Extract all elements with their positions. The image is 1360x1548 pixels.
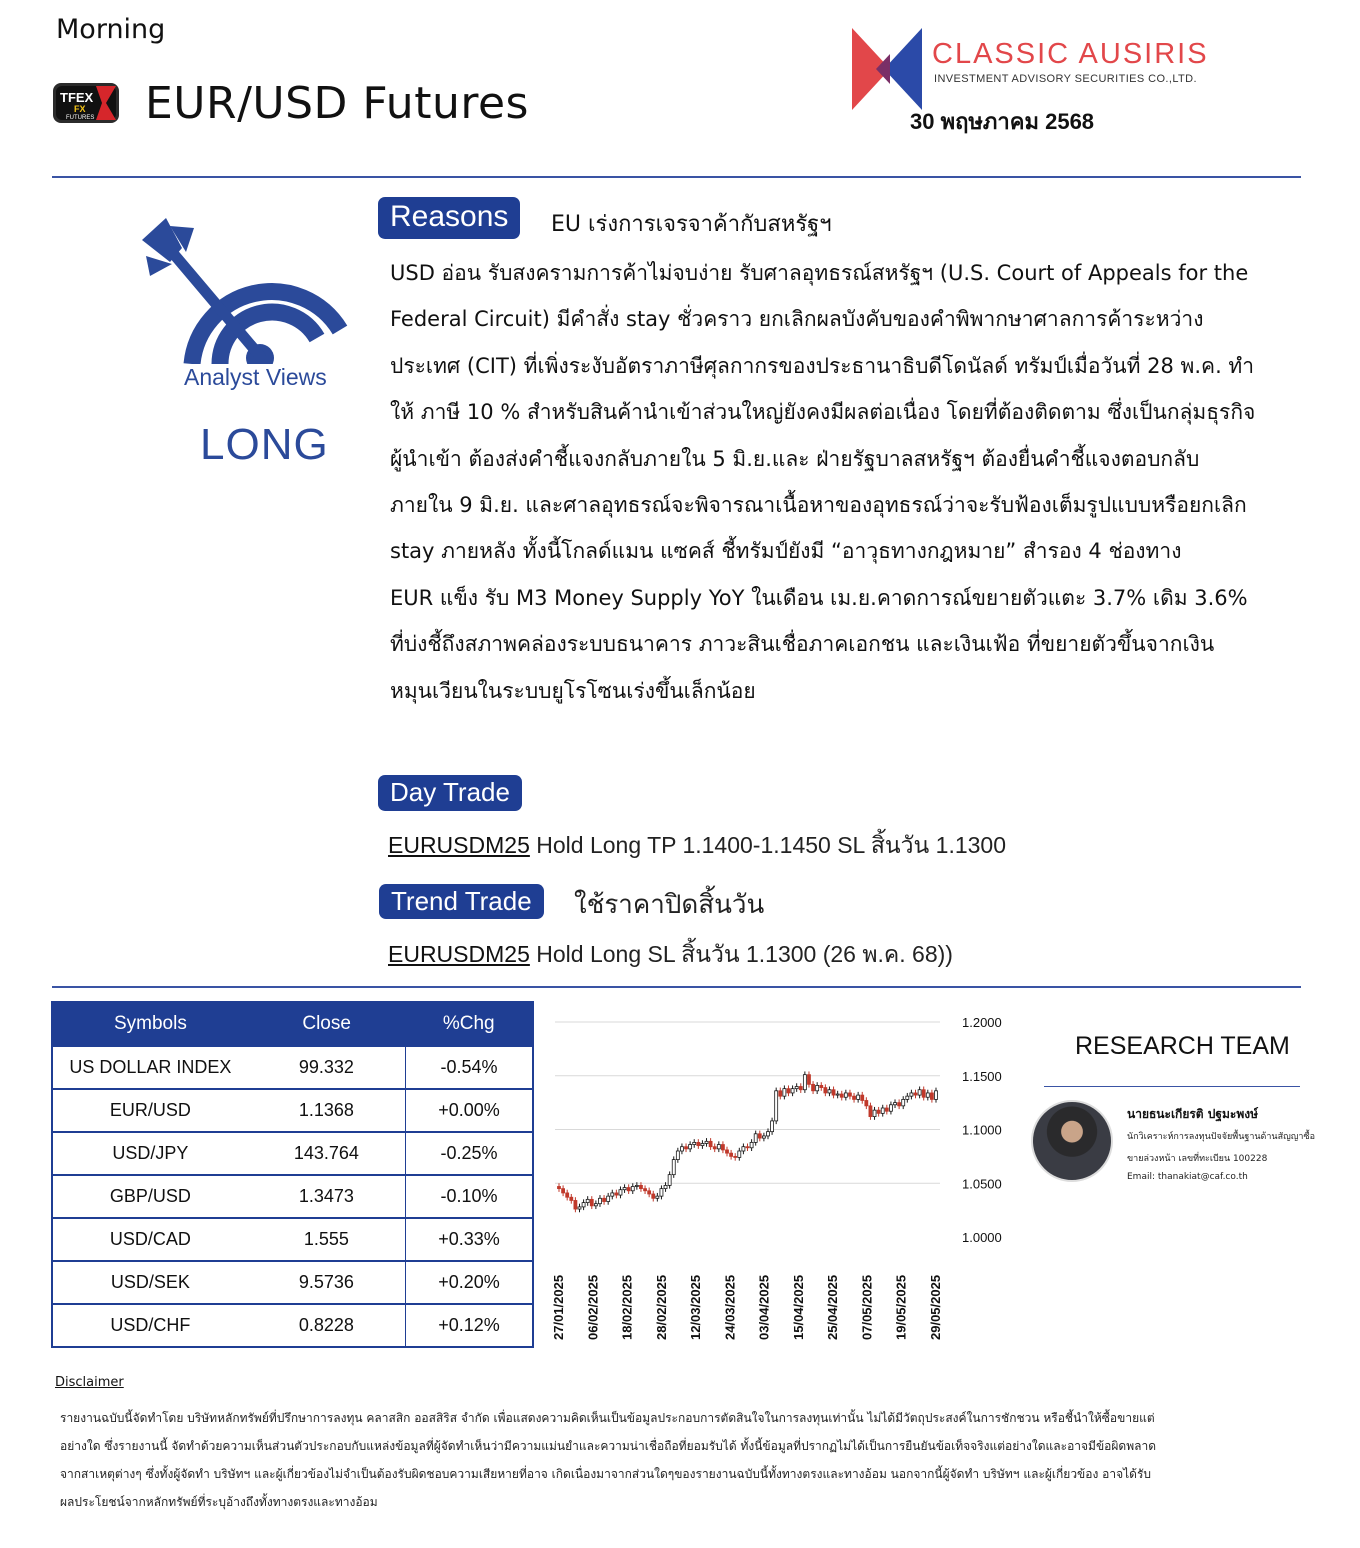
symbol-cell: USD/JPY <box>52 1132 248 1175</box>
candle-body <box>799 1087 802 1090</box>
candle-body <box>750 1142 753 1147</box>
x-tick-label: 27/01/2025 <box>551 1274 566 1340</box>
reasons-line: ให้ ภาษี 10 % สำหรับสินค้านำเข้าส่วนใหญ่ยังคงมีผลต่อเนื่อง โดยที่ต้องติดตาม ซึ่งเป็นกลุ่มธุรกิจ <box>390 400 1256 425</box>
chg-cell: -0.10% <box>405 1175 533 1218</box>
candle-body <box>607 1196 610 1201</box>
reasons-line: USD อ่อน รับสงครามการค้าไม่จบง่าย รับศาลอุทธรณ์สหรัฐฯ (U.S. Court of Appeals for the <box>390 261 1249 285</box>
candle-body <box>918 1090 921 1095</box>
candle-body <box>848 1093 851 1096</box>
chg-cell: +0.12% <box>405 1304 533 1347</box>
candle-body <box>619 1190 622 1195</box>
candle-body <box>922 1090 925 1098</box>
candle-body <box>701 1143 704 1145</box>
reasons-line: ผู้นำเข้า ต้องส่งคำชี้แจงกลับภายใน 5 มิ.ย.และ ฝ่ายรัฐบาลสหรัฐฯ ต้องยื่นคำชี้แจงตอบกลับ <box>390 446 1200 471</box>
candle-body <box>574 1200 577 1209</box>
reasons-line: ที่บ่งชี้ถึงสภาพคล่องระบบธนาคาร ภาวะสินเชื่อภาคเอกชน และเงินเฟ้อ ที่ขยายตัวขึ้นจากเงิน <box>390 632 1215 657</box>
candle-body <box>631 1186 634 1190</box>
reasons-line: EUR แข็ง รับ M3 Money Supply YoY ในเดือน เม.ย.คาดการณ์ขยายตัวแตะ 3.7% เดิม 3.6% <box>390 585 1248 610</box>
candle-body <box>746 1147 749 1148</box>
table-header-row <box>52 1002 533 1046</box>
candle-body <box>881 1108 884 1113</box>
analyst-license: ขายล่วงหน้า เลขที่ทะเบียน 100228 <box>1127 1154 1268 1164</box>
candle-body <box>713 1147 716 1149</box>
candle-body <box>635 1185 638 1186</box>
candle-body <box>787 1089 790 1093</box>
y-tick-label: 1.2000 <box>962 1015 1002 1030</box>
candle-body <box>898 1103 901 1106</box>
disclaimer-line: อย่างใด ซึ่งรายงานนี้ จัดทำด้วยความเห็นส่วนตัวประกอบกับแหล่งข้อมูลที่ผู้จัดทำเห็นว่ามีความแม่นยำและความน่าเชื่อถือที่ยอมรับได้ ทั้งนี้ข้อมูลที่ปรากฏไม่ได้เป็นการยืนยันข้อเท็จจริงแต่อย่างใดและอาจมีข้อผิดพลาด <box>60 1439 1156 1453</box>
candle-body <box>828 1090 831 1093</box>
candle-body <box>726 1150 729 1153</box>
candle-body <box>656 1196 659 1198</box>
brand-subtitle: INVESTMENT ADVISORY SECURITIES CO.,LTD. <box>934 73 1197 85</box>
chg-cell: +0.20% <box>405 1261 533 1304</box>
candle-body <box>709 1141 712 1146</box>
candle-body <box>615 1193 618 1195</box>
svg-text:FX: FX <box>74 104 86 114</box>
reasons-line: Federal Circuit) มีคำสั่ง stay ชั่วคราว ยกเลิกผลบังคับของคำพิพากษาศาลการค้าระหว่าง <box>390 307 1204 332</box>
day-trade-recommendation <box>388 828 1006 864</box>
symbol-cell: EUR/USD <box>52 1089 248 1132</box>
candle-body <box>689 1145 692 1149</box>
candle-body <box>697 1142 700 1145</box>
x-tick-label: 06/02/2025 <box>585 1274 601 1340</box>
eurusd-price-chart <box>540 1000 1020 1350</box>
x-tick-label: 24/03/2025 <box>722 1274 738 1340</box>
candle-body <box>771 1121 774 1132</box>
candle-body <box>676 1151 679 1160</box>
disclaimer-line: จากสาเหตุต่างๆ ซึ่งทั้งผู้จัดทำ บริษัทฯ และผู้เกี่ยวข้องไม่จำเป็นต้องรับผิดชอบความเสียหายที่อาจ เกิดเนื่องมาจากส่วนใดๆของรายงานฉบับนี้ทั้งทางตรงและทางอ้อม นอกจากนี้ผู้จัดทำ บริษัทฯ และผู้เกี่ยวข้อง อาจได้รับ <box>60 1467 1152 1481</box>
symbol-cell: USD/CAD <box>52 1218 248 1261</box>
reasons-line: หมุนเวียนในระบบยูโรโซนเร่งขึ้นเล็กน้อย <box>390 678 756 703</box>
symbol-cell: US DOLLAR INDEX <box>52 1046 248 1089</box>
x-tick-label: 19/05/2025 <box>893 1274 909 1340</box>
candle-body <box>730 1153 733 1156</box>
analyst-view-value: LONG <box>200 420 329 469</box>
candle-body <box>910 1093 913 1096</box>
trend-trade-note: ใช้ราคาปิดสิ้นวัน <box>574 889 765 919</box>
candle-body <box>816 1085 819 1090</box>
candle-body <box>594 1204 597 1206</box>
candle-body <box>803 1075 806 1090</box>
analyst-email: Email: thanakiat@caf.co.th <box>1127 1172 1248 1182</box>
classic-ausiris-logo-mark <box>852 28 922 110</box>
x-tick-label: 29/05/2025 <box>928 1274 943 1340</box>
candle-body <box>611 1193 614 1196</box>
y-tick-label: 1.0500 <box>962 1176 1002 1192</box>
report-date: 30 พฤษภาคม 2568 <box>910 109 1095 134</box>
reasons-body <box>390 250 1310 714</box>
close-cell: 1.555 <box>248 1218 406 1261</box>
symbol-cell: GBP/USD <box>52 1175 248 1218</box>
day-trade-symbol: EURUSDM25 <box>388 832 530 858</box>
candle-body <box>861 1095 864 1100</box>
close-cell: 143.764 <box>248 1132 406 1175</box>
trend-trade-symbol: EURUSDM25 <box>388 941 530 967</box>
candle-body <box>582 1203 585 1207</box>
candle-body <box>562 1189 565 1193</box>
candle-body <box>869 1106 872 1117</box>
close-cell: 9.5736 <box>248 1261 406 1304</box>
symbol-cell: USD/CHF <box>52 1304 248 1347</box>
disclaimer-title: Disclaimer <box>55 1375 124 1390</box>
x-tick-label: 15/04/2025 <box>790 1274 806 1340</box>
chg-cell: +0.33% <box>405 1218 533 1261</box>
analyst-name: นายธนะเกียรติ ปฐมะพงษ์ <box>1127 1107 1259 1121</box>
candle-body <box>853 1096 856 1099</box>
disclaimer-body <box>60 1404 1290 1516</box>
candle-body <box>680 1147 683 1151</box>
candle-body <box>889 1105 892 1111</box>
candle-body <box>885 1108 888 1111</box>
research-team-title: RESEARCH TEAM <box>1075 1032 1290 1060</box>
trend-trade-detail: Hold Long SL สิ้นวัน 1.1300 (26 พ.ค. 68)) <box>529 941 953 967</box>
candle-body <box>775 1091 778 1121</box>
candle-body <box>639 1185 642 1188</box>
candle-body <box>783 1089 786 1097</box>
section-divider <box>52 986 1301 988</box>
y-tick-label: 1.0000 <box>962 1230 1002 1245</box>
candle-body <box>742 1147 745 1151</box>
candle-body <box>672 1160 675 1175</box>
candle-body <box>766 1132 769 1136</box>
candle-body <box>779 1091 782 1096</box>
close-cell: 0.8228 <box>248 1304 406 1347</box>
candle-body <box>693 1142 696 1144</box>
candle-body <box>623 1188 626 1190</box>
reasons-badge: Reasons <box>378 197 520 239</box>
y-tick-label: 1.1000 <box>962 1122 1002 1138</box>
chg-cell: -0.25% <box>405 1132 533 1175</box>
day-trade-detail: Hold Long TP 1.1400-1.1450 SL สิ้นวัน 1.1300 <box>529 832 1007 858</box>
table-row <box>52 1046 533 1089</box>
reasons-line: stay ภายหลัง ทั้งนี้โกลด์แมน แซคส์ ชี้ทรัมป์ยังมี “อาวุธทางกฎหมาย” สำรอง 4 ช่องทาง <box>390 539 1182 564</box>
candle-body <box>558 1186 561 1188</box>
brand-name: CLASSIC AUSIRIS <box>932 38 1209 70</box>
day-trade-badge: Day Trade <box>378 775 522 811</box>
trend-trade-badge: Trend Trade <box>379 884 544 919</box>
table-row <box>52 1089 533 1132</box>
svg-text:TFEX: TFEX <box>60 90 94 105</box>
x-tick-label: 07/05/2025 <box>859 1274 875 1340</box>
candle-body <box>566 1193 569 1197</box>
x-tick-label: 12/03/2025 <box>688 1274 704 1340</box>
candle-body <box>914 1093 917 1095</box>
candle-body <box>935 1091 938 1100</box>
candle-body <box>820 1085 823 1087</box>
candle-body <box>873 1110 876 1116</box>
tfex-futures-logo <box>52 80 120 126</box>
candle-body <box>660 1189 663 1197</box>
candle-body <box>598 1198 601 1203</box>
table-row <box>52 1175 533 1218</box>
symbol-cell: USD/SEK <box>52 1261 248 1304</box>
table-row <box>52 1261 533 1304</box>
candle-body <box>570 1197 573 1200</box>
candle-body <box>578 1207 581 1209</box>
candle-body <box>586 1199 589 1202</box>
close-cell: 1.3473 <box>248 1175 406 1218</box>
candle-body <box>664 1185 667 1188</box>
candle-body <box>902 1099 905 1105</box>
table-row <box>52 1132 533 1175</box>
candle-body <box>652 1194 655 1198</box>
x-tick-label: 18/02/2025 <box>619 1274 635 1340</box>
header-close: Close <box>248 1002 406 1046</box>
page-title: EUR/USD Futures <box>145 78 529 129</box>
candle-body <box>590 1199 593 1205</box>
candle-body <box>648 1191 651 1194</box>
candle-body <box>906 1096 909 1099</box>
candle-body <box>812 1084 815 1090</box>
chg-cell: +0.00% <box>405 1089 533 1132</box>
header-symbols: Symbols <box>52 1002 248 1046</box>
candle-body <box>824 1088 827 1093</box>
candle-body <box>717 1145 720 1149</box>
x-tick-label: 28/02/2025 <box>653 1274 669 1340</box>
candle-body <box>930 1093 933 1099</box>
candle-body <box>754 1134 757 1143</box>
candle-body <box>603 1198 606 1201</box>
candle-body <box>738 1151 741 1157</box>
candle-body <box>791 1089 794 1093</box>
candle-body <box>877 1110 880 1113</box>
x-tick-label: 25/04/2025 <box>825 1274 841 1340</box>
candle-body <box>734 1156 737 1157</box>
disclaimer-line: ผลประโยชน์จากหลักทรัพย์ที่ระบุอ้างถึงทั้งทางตรงและทางอ้อม <box>60 1495 378 1509</box>
close-cell: 99.332 <box>248 1046 406 1089</box>
analyst-position: นักวิเคราะห์การลงทุนปัจจัยพื้นฐานด้านสัญญาซื้อ <box>1127 1132 1315 1142</box>
header-divider <box>52 176 1301 178</box>
table-row <box>52 1218 533 1261</box>
analyst-avatar <box>1031 1100 1113 1182</box>
candle-body <box>840 1094 843 1097</box>
candle-body <box>865 1100 868 1105</box>
reasons-line: ภายใน 9 มิ.ย. และศาลอุทธรณ์จะพิจารณาเนื้อหาของอุทธรณ์ว่าจะรับฟ้องเต็มรูปแบบหรือยกเลิก <box>390 492 1247 517</box>
candle-body <box>685 1147 688 1149</box>
candle-body <box>762 1136 765 1138</box>
candle-body <box>668 1175 671 1186</box>
analyst-views-label: Analyst Views <box>184 364 327 390</box>
close-cell: 1.1368 <box>248 1089 406 1132</box>
candle-body <box>844 1093 847 1097</box>
candle-body <box>644 1189 647 1191</box>
candle-body <box>627 1188 630 1191</box>
table-row <box>52 1304 533 1347</box>
svg-text:FUTURES: FUTURES <box>66 115 95 121</box>
candle-body <box>857 1095 860 1099</box>
candle-body <box>705 1141 708 1143</box>
x-tick-label: 03/04/2025 <box>756 1274 772 1340</box>
chg-cell: -0.54% <box>405 1046 533 1089</box>
reasons-heading: EU เร่งการเจรจาค้ากับสหรัฐฯ <box>551 212 832 237</box>
reasons-line: ประเทศ (CIT) ที่เพิ่งระงับอัตราภาษีศุลกากรของประธานาธิบดีโดนัลด์ ทรัมป์เมื่อวันที่ 28 พ.ค. ทำ <box>390 353 1255 378</box>
candle-body <box>795 1087 798 1089</box>
disclaimer-line: รายงานฉบับนี้จัดทำโดย บริษัทหลักทรัพย์ที่ปรึกษาการลงทุน คลาสสิก ออสสิริส จำกัด เพื่อแสดงความคิดเห็นเป็นข้อมูลประกอบการตัดสินใจในการลงทุนเท่านั้น ไม่ได้มีวัตถุประสงค์ในการชักชวน หรือชี้นำให้ซื้อขายแต่ <box>60 1411 1155 1425</box>
target-arrow-icon <box>142 218 348 364</box>
candle-body <box>836 1094 839 1095</box>
trend-trade-recommendation <box>388 937 953 973</box>
quote-table <box>51 1001 534 1348</box>
research-team-divider <box>1044 1086 1300 1087</box>
header-chg: %Chg <box>405 1002 533 1046</box>
edition-label: Morning <box>56 14 166 45</box>
candle-body <box>721 1145 724 1150</box>
candle-body <box>832 1090 835 1095</box>
candle-body <box>758 1134 761 1138</box>
candle-body <box>894 1103 897 1105</box>
candle-body <box>926 1093 929 1097</box>
y-tick-label: 1.1500 <box>962 1068 1002 1084</box>
candle-body <box>807 1075 810 1085</box>
